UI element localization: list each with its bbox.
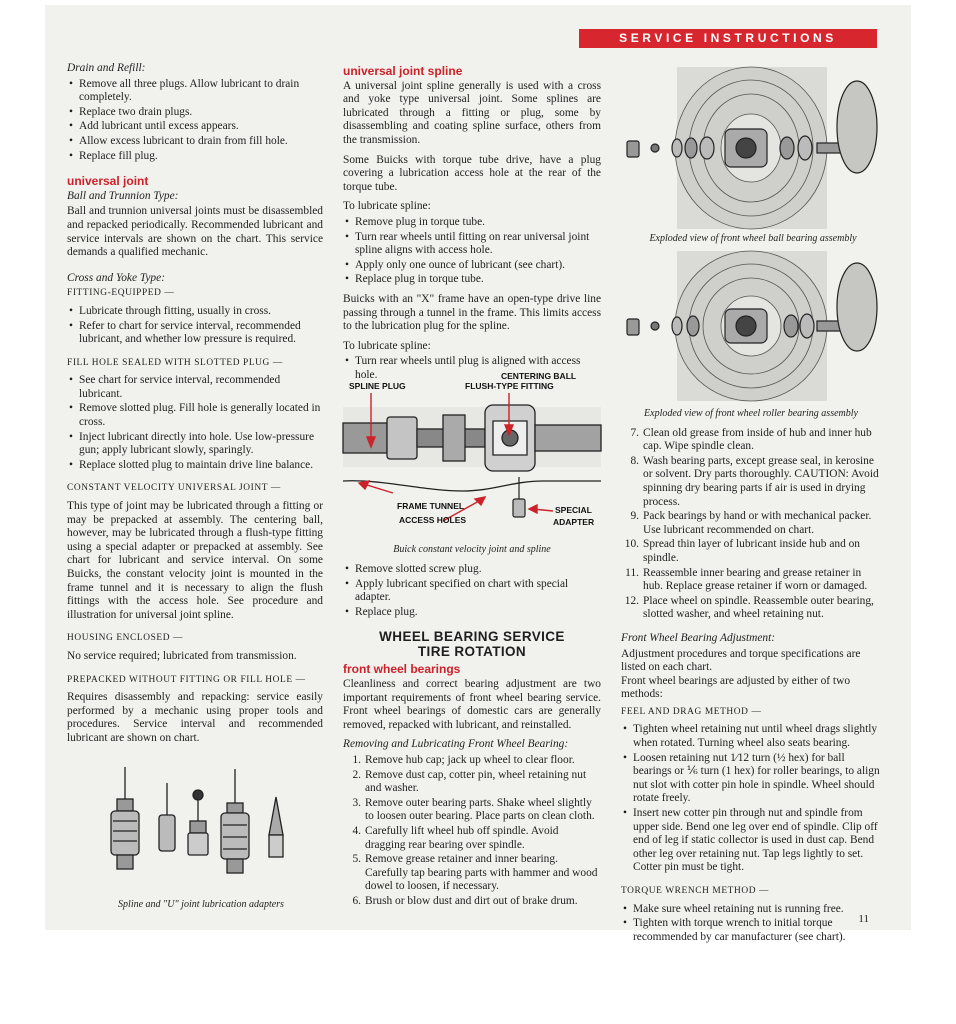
cross-yoke-heading: Cross and Yoke Type: (67, 271, 165, 284)
list-item: • Remove slotted screw plug. (343, 563, 601, 577)
step-number: 3. (352, 796, 361, 809)
spline-text-1: A universal joint spline generally is used with a cross and yoke type universal joint. Some splines are lubricated through a fitting or plug, some by disassembling and coating spline surface, others from the transmission. (343, 79, 601, 146)
step-number: 6. (352, 894, 361, 907)
list-item: • Refer to chart for service interval, recommended lubricant, and whether low pressure is required. (67, 320, 323, 347)
column-right (621, 407, 881, 950)
step-item (343, 797, 601, 824)
to-lubricate-1: To lubricate spline: (343, 200, 431, 213)
column-middle (343, 65, 601, 915)
step-number: 7. (630, 426, 639, 439)
prepacked-label: PREPACKED WITHOUT FITTING OR FILL HOLE — (67, 674, 306, 685)
constant-velocity-text: This type of joint may be lubricated through a fitting or may be prepacked at assembly. The centering ball, however, may be lubricated through a flush-type fitting using a special adapter or prepacked at assembly. See chart for lubricant and service interval. On some Buicks, the constant velocity joint is mounted in the frame tunnel and it is necessary to align the flush fittings with the access hole. See procedure and illustration for universal joint spline. (67, 500, 323, 621)
list-item: • Inject lubricant directly into hole. Use low-pressure gun; apply lubricant slowly, sparingly. (67, 431, 323, 458)
adapters-illustration (77, 755, 325, 893)
lubricate-list-2 (343, 355, 601, 382)
step-item (621, 455, 881, 509)
step-item (343, 853, 601, 894)
step-item (343, 754, 601, 768)
label-access-holes: ACCESS HOLES (399, 515, 467, 526)
constant-velocity-label: CONSTANT VELOCITY UNIVERSAL JOINT — (67, 483, 281, 494)
step-text: Remove grease retainer and inner bearing. Carefully tap bearing parts with hammer and wood dowel to loosen, if necessary. (365, 853, 598, 893)
step-item (621, 538, 881, 565)
step-item (621, 567, 881, 594)
front-wheel-text: Cleanliness and correct bearing adjustment are two important requirements of front wheel bearing service. Front wheel bearings of domestic cars are generally removed, repacked with lubricant, and reinstalled. (343, 678, 601, 731)
step-item (621, 595, 881, 622)
to-lubricate-2: To lubricate spline: (343, 339, 431, 352)
page-number: 11 (858, 913, 869, 925)
step-text: Place wheel on spindle. Reassemble outer bearing, slotted washer, and wheel retaining nut. (643, 594, 874, 621)
list-item: • Insert new cotter pin through nut and spindle from upper side. Bend one leg over end of spindle. Clip off end of leg if static collector is used in dust cap. Bend other leg over retaining nut. Tap legs lightly to set. Cotter pin must be tight. (621, 807, 881, 875)
step-text: Remove dust cap, cotter pin, wheel retaining nut and washer. (365, 768, 587, 795)
label-adapter: ADAPTER (553, 517, 595, 528)
list-item: • Replace plug in torque tube. (343, 273, 601, 287)
list-item: • Make sure wheel retaining nut is running free. (621, 903, 881, 917)
fill-hole-list (67, 374, 323, 472)
spline-text-2: Some Buicks with torque tube drive, have a plug covering a lubrication access hole at the rear of the torque tube. (343, 153, 601, 193)
ball-trunnion-heading: Ball and Trunnion Type: (67, 189, 179, 202)
roller-bearing-illustration (621, 251, 885, 401)
fill-hole-label: FILL HOLE SEALED WITH SLOTTED PLUG — (67, 357, 283, 368)
list-item: • Loosen retaining nut 1⁄12 turn (½ hex) for ball bearings or ⅙ turn (1 hex) for roller bearings, to align nut slot with cotter pin hole in spindle. Wheel should rotate freely. (621, 752, 881, 806)
step-number: 10. (624, 538, 639, 551)
buick-caption: Buick constant velocity joint and spline (393, 544, 551, 556)
wheel-title-line-2: TIRE ROTATION (417, 644, 527, 660)
drain-heading: Drain and Refill: (67, 62, 146, 74)
step-number: 4. (352, 824, 361, 837)
step-text: Carefully lift wheel hub off spindle. Avoid dragging rear bearing over spindle. (365, 824, 559, 851)
ball-bearing-caption: Exploded view of front wheel ball bearing assembly (649, 233, 857, 244)
list-item: • Remove slotted plug. Fill hole is generally located in cross. (67, 402, 323, 429)
step-number: 1. (352, 754, 361, 766)
torque-wrench-list (621, 903, 881, 945)
list-item: • Apply only one ounce of lubricant (see chart). (343, 259, 601, 273)
step-number: 12. (624, 594, 639, 607)
list-item: • See chart for service interval, recommended lubricant. (67, 374, 323, 401)
adapters-caption: Spline and "U" joint lubrication adapters (118, 899, 284, 910)
list-item: • Remove all three plugs. Allow lubricant to drain completely. (67, 78, 323, 105)
ball-trunnion-text: Ball and trunnion universal joints must be disassembled and repacked periodically. Recommended lubricant and service intervals are shown on the chart. This service demands a qualified mechanic. (67, 205, 323, 259)
list-item: • Add lubricant until excess appears. (67, 120, 323, 134)
roller-bearing-caption: Exploded view of front wheel roller bearing assembly (644, 408, 858, 419)
step-item (343, 895, 601, 909)
label-centering-ball: CENTERING BALL (501, 371, 577, 382)
constant-velocity-illustration (343, 371, 601, 541)
list-item: • Remove plug in torque tube. (343, 216, 601, 230)
housing-enclosed-text: No service required; lubricated from transmission. (67, 649, 297, 662)
list-item: • Tighten wheel retaining nut until wheel drags slightly when rotated. Turning wheel also seats bearing. (621, 723, 881, 750)
ball-bearing-illustration (621, 67, 885, 229)
bearing-steps (621, 427, 881, 622)
list-item: • Turn rear wheels until plug is aligned with access hole. (343, 355, 601, 382)
step-text: Wash bearing parts, except grease seal, in kerosine or solvent. Dry parts thoroughly. CAUTION: Avoid spinning dry bearing parts if air is used in drying process. (643, 454, 879, 508)
front-wheel-heading: front wheel bearings (343, 662, 461, 677)
step-number: 2. (352, 768, 361, 781)
step-number: 5. (352, 853, 361, 866)
list-item: • Allow excess lubricant to drain from fill hole. (67, 135, 323, 149)
x-frame-text: Buicks with an "X" frame have an open-type drive line passing through a tunnel in the frame. This limits access to the lubrication plug for the spline. (343, 292, 601, 333)
adjustment-text-1: Adjustment procedures and torque specifications are listed on each chart. (621, 647, 861, 674)
step-text: Remove outer bearing parts. Shake wheel slightly to loosen outer bearing. Place parts on clean cloth. (365, 796, 595, 823)
prepacked-text: Requires disassembly and repacking: service easily performed by a mechanic using proper tools and procedures. Service interval and recommended lubricant are shown on chart. (67, 691, 323, 744)
universal-joint-heading: universal joint (67, 174, 149, 189)
lubricate-list-1 (343, 216, 601, 287)
step-number: 8. (630, 454, 639, 467)
adjustment-text-2: Front wheel bearings are adjusted by either of two methods: (621, 674, 851, 701)
label-flush-fitting: FLUSH-TYPE FITTING (465, 381, 554, 392)
list-item: • Replace slotted plug to maintain drive line balance. (67, 459, 323, 473)
removing-steps (343, 754, 601, 909)
list-item: • Replace two drain plugs. (67, 106, 323, 120)
step-text: Clean old grease from inside of hub and inner hub cap. Wipe spindle clean. (643, 426, 872, 453)
housing-enclosed-label: HOUSING ENCLOSED — (67, 633, 184, 644)
list-item: • Apply lubricant specified on chart with special adapter. (343, 578, 601, 605)
list-item: • Tighten with torque wrench to initial torque recommended by car manufacturer (see chart). (621, 917, 881, 944)
column-left (67, 62, 323, 752)
label-spline-plug: SPLINE PLUG (349, 381, 406, 392)
manual-page (45, 5, 911, 943)
step-item (621, 510, 881, 537)
step-text: Spread thin layer of lubricant inside hub and on spindle. (643, 538, 861, 564)
step-text: Reassemble inner bearing and grease retainer in hub. Replace grease retainer if worn or damaged. (643, 566, 868, 593)
step-number: 11. (625, 566, 639, 579)
step-number: 9. (630, 510, 639, 523)
step-text: Brush or blow dust and dirt out of brake drum. (365, 894, 578, 907)
label-frame-tunnel: FRAME TUNNEL (397, 501, 465, 512)
list-item: • Lubricate through fitting, usually in cross. (67, 305, 323, 319)
lubricate-list-3 (343, 563, 601, 619)
step-item (343, 769, 601, 796)
section-banner: SERVICE INSTRUCTIONS (579, 29, 877, 48)
drain-list (67, 78, 323, 164)
adjustment-heading: Front Wheel Bearing Adjustment: (621, 631, 776, 644)
list-item: • Turn rear wheels until fitting on rear universal joint spline aligns with access hole. (343, 231, 601, 258)
step-text: Pack bearings by hand or with mechanical packer. Use lubricant recommended on chart. (643, 510, 872, 536)
step-text: Remove hub cap; jack up wheel to clear floor. (365, 754, 575, 766)
feel-drag-label: FEEL AND DRAG METHOD — (621, 706, 762, 717)
fitting-label: FITTING-EQUIPPED — (67, 288, 175, 299)
list-item: • Replace fill plug. (67, 150, 323, 164)
step-item (621, 427, 881, 454)
wheel-title-line-1: WHEEL BEARING SERVICE (379, 629, 565, 645)
spline-heading: universal joint spline (343, 64, 463, 78)
removing-heading: Removing and Lubricating Front Wheel Bearing: (343, 738, 569, 751)
step-item (343, 825, 601, 852)
list-item: • Replace plug. (343, 606, 601, 620)
fitting-list (67, 305, 323, 347)
feel-drag-list (621, 723, 881, 875)
label-special: SPECIAL (555, 505, 592, 516)
torque-wrench-label: TORQUE WRENCH METHOD — (621, 886, 770, 896)
wheel-bearing-title (343, 629, 601, 659)
